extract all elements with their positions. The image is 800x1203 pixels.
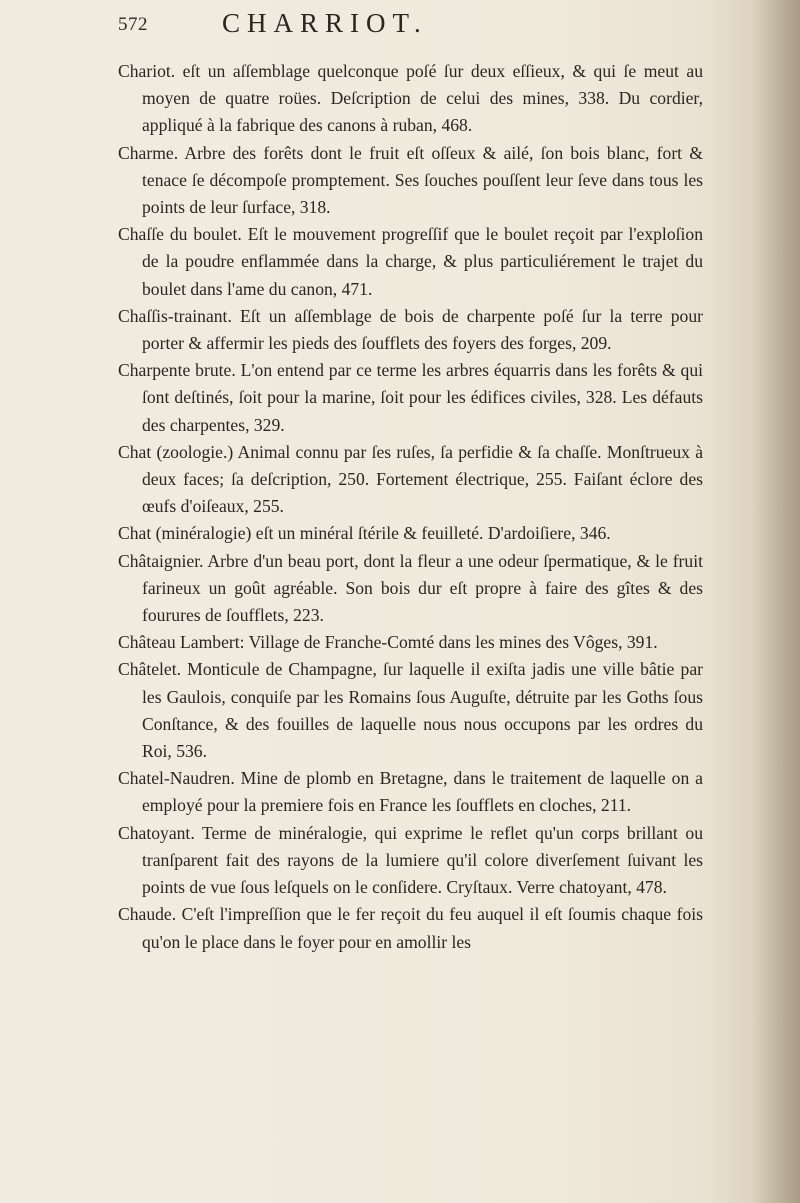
index-entry: Charpente brute. L'on entend par ce terme les arbres équarris dans les forêts & qui ſont deſtinés, ſoit pour la marine, ſoit pour les édifices civiles, 328. Les défauts des charpentes, 329.: [118, 360, 703, 435]
index-entry: Château Lambert: Village de Franche-Comté dans les mines des Vôges, 391.: [118, 632, 658, 653]
page-number: 572: [118, 14, 148, 35]
index-entry: Chatoyant. Terme de minéralogie, qui exprime le reflet qu'un corps brillant ou tranſparent fait des rayons de la lumiere qu'il colore diverſement ſuivant les points de vue ſous leſquels on le conſidere. Cryſtaux. Verre chatoyant, 478.: [118, 822, 703, 898]
page-edge-shadow: [752, 0, 800, 1203]
index-entry: Châtelet. Monticule de Champagne, ſur laquelle il exiſta jadis une ville bâtie par les Gaulois, conquiſe par les Romains ſous Auguſte, détruite par les Goths ſous Conſtance, & des fouilles de laquelle nous nous occupons par les ordres du Roi, 536.: [118, 659, 703, 762]
index-entry: Charme. Arbre des forêts dont le fruit eſt oſſeux & ailé, ſon bois blanc, fort & tenace ſe décompoſe promptement. Ses ſouches pouſſent leur ſeve dans tous les points de leur ſurface, 318.: [118, 142, 703, 218]
index-entry: Chaſſe du boulet. Eſt le mouvement progreſſif que le boulet reçoit par l'exploſion de la poudre enflammée dans la charge, & plus particuliérement le trajet du boulet dans l'ame du canon, 471.: [118, 224, 703, 299]
page-header: [118, 8, 718, 64]
index-entry: Chat (minéralogie) eſt un minéral ſtérile & feuilleté. D'ardoiſiere, 346.: [118, 523, 611, 544]
index-entry: Chaſſis-trainant. Eſt un aſſemblage de bois de charpente poſé ſur la terre pour porter & affermir les pieds des ſoufflets des foyers des forges, 209.: [118, 305, 703, 354]
index-entry: Châtaignier. Arbre d'un beau port, dont la fleur a une odeur ſpermatique, & le fruit farineux un goût agréable. Son bois dur eſt propre à faire des gîtes & des fourures de ſoufflets, 223.: [118, 550, 703, 626]
running-head: CHARRIOT.: [222, 8, 428, 38]
index-entry: Chariot. eſt un aſſemblage quelconque poſé ſur deux eſſieux, & qui ſe meut au moyen de quatre roües. Deſcription de celui des mines, 338. Du cordier, appliqué à la fabrique des canons à ruban, 468.: [118, 61, 703, 136]
index-entry: Chatel-Naudren. Mine de plomb en Bretagne, dans le traitement de laquelle on a employé pour la premiere fois en France les ſoufflets en cloches, 211.: [118, 768, 703, 816]
index-entry: Chaude. C'eſt l'impreſſion que le fer reçoit du feu auquel il eſt ſoumis chaque fois qu'on le place dans le foyer pour en amollir les: [118, 904, 703, 952]
index-entries: [118, 58, 703, 956]
index-entry: Chat (zoologie.) Animal connu par ſes ruſes, ſa perfidie & ſa chaſſe. Monſtrueux à deux faces; ſa deſcription, 250. Fortement électrique, 255. Faiſant éclore des œufs d'oiſeaux, 255.: [118, 441, 703, 517]
